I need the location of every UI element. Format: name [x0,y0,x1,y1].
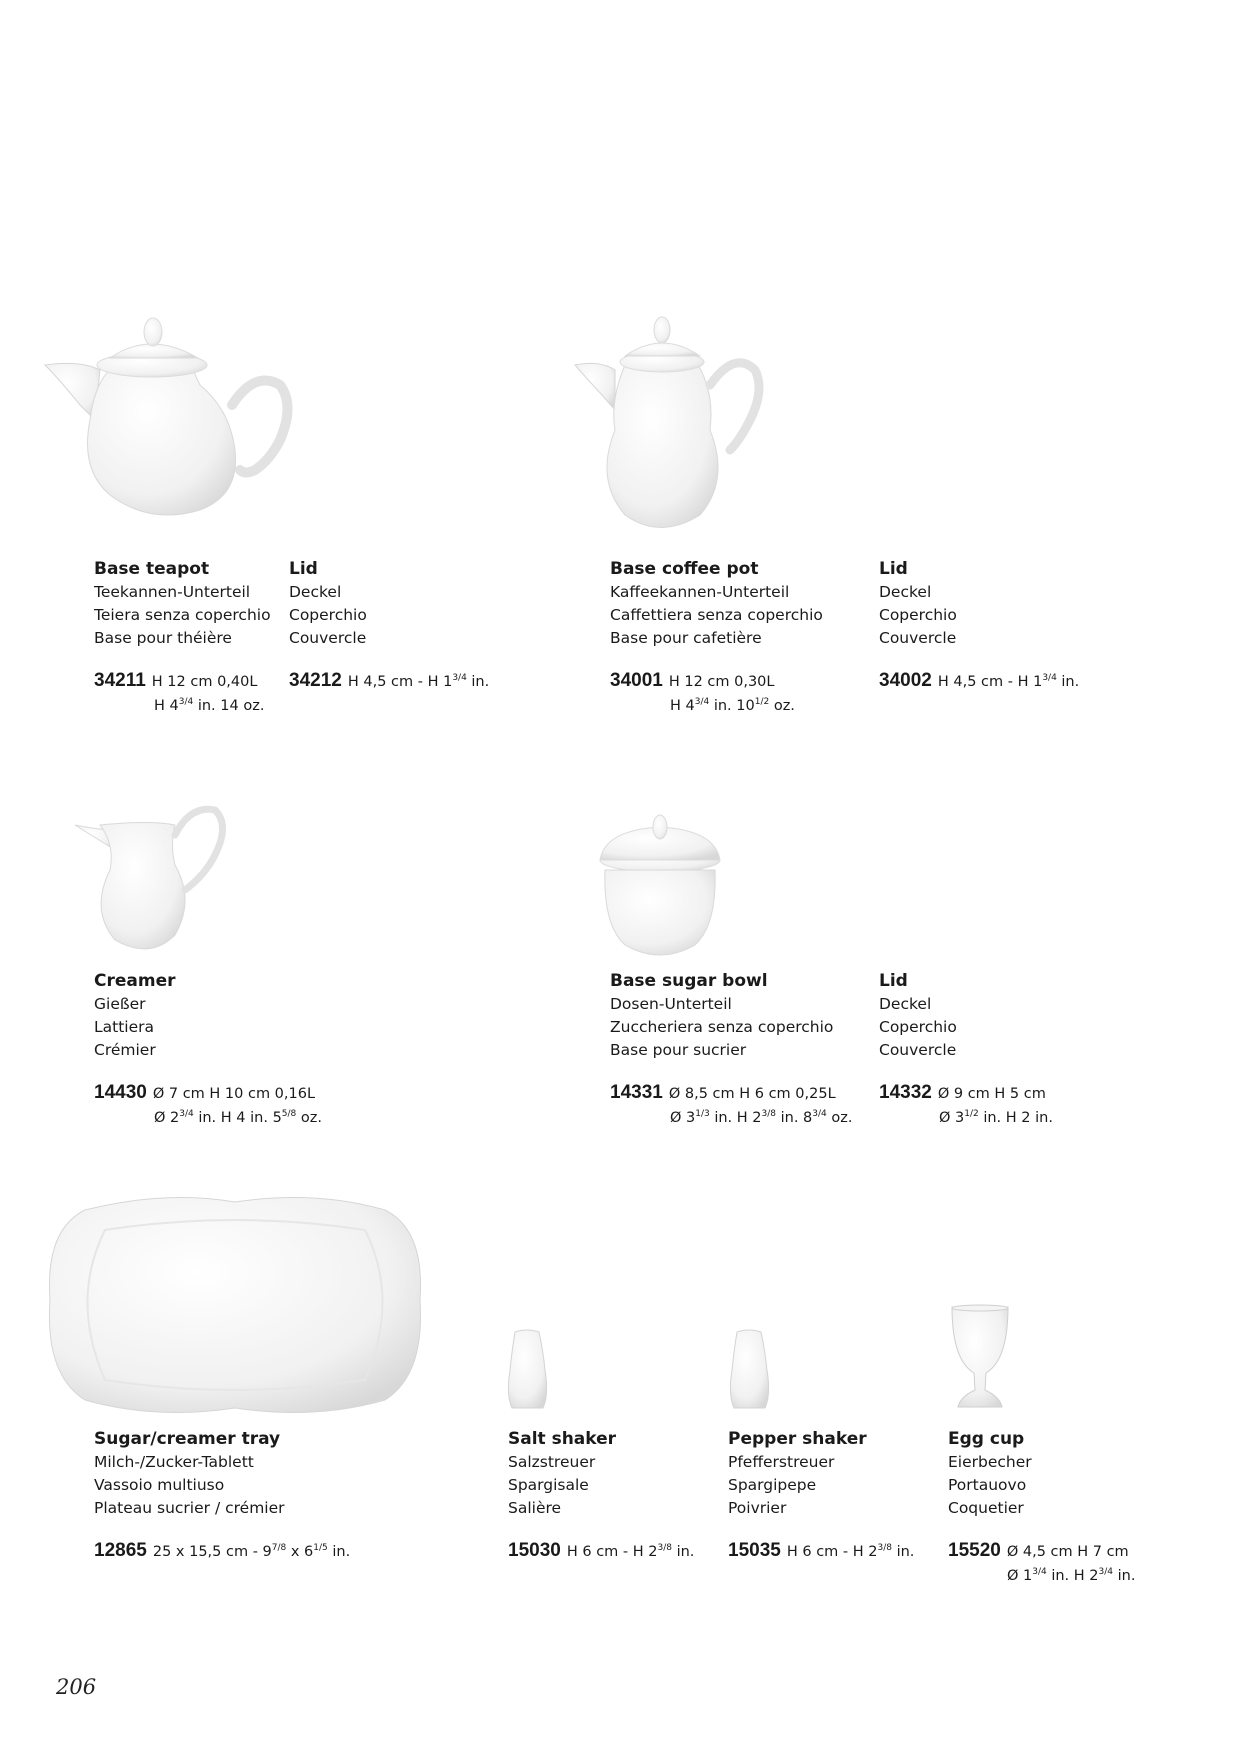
translation-de: Salzstreuer [508,1453,596,1471]
product-name: Pepper shaker [728,1429,867,1449]
article-number: 34001 [610,670,663,691]
article-number: 14430 [94,1082,147,1103]
product-name: Lid [879,971,908,991]
translation-fr: Poivrier [728,1499,787,1517]
product-name: Egg cup [948,1429,1025,1449]
translation-it: Coperchio [879,606,957,624]
product-name: Base coffee pot [610,559,759,579]
translation-it: Vassoio multiuso [94,1476,225,1494]
product-name: Lid [289,559,318,579]
spec-creamer [94,1082,315,1104]
spec-imperial: Ø $2^{3/4}$ in. H 4 in. $5^{5/8}$ oz. [154,1109,322,1126]
spec-egg-cup [948,1540,1129,1562]
translation-it: Coperchio [289,606,367,624]
translation-it: Portauovo [948,1476,1027,1494]
product-base-sugar-bowl [610,970,833,1062]
translation-de: Deckel [879,995,932,1013]
translation-fr: Plateau sucrier / crémier [94,1499,285,1517]
salt-shaker-image [505,1330,550,1410]
product-name: Sugar/creamer tray [94,1429,281,1449]
translation-it: Caffettiera senza coperchio [610,606,823,624]
translation-it: Spargisale [508,1476,589,1494]
translation-fr: Couvercle [289,629,367,647]
spec-sugar-creamer-tray: 12865 25 x 15,5 cm - $9^{7/8}$ x $6^{1/5}$ in. [94,1540,351,1561]
page-number: 206 [56,1675,97,1699]
spec-coffee-pot-lid: 34002 H 4,5 cm - H $1^{3/4}$ in. [879,670,1080,691]
translation-it: Lattiera [94,1018,155,1036]
translation-de: Milch-/Zucker-Tablett [94,1453,254,1471]
translation-it: Coperchio [879,1018,957,1036]
product-creamer [94,970,176,1062]
spec-sugar-bowl-lid [879,1082,1046,1104]
spec-salt-shaker: 15030 H 6 cm - H $2^{3/8}$ in. [508,1540,695,1561]
product-name: Creamer [94,971,176,991]
translation-fr: Base pour cafetière [610,629,762,647]
product-base-teapot [94,558,271,650]
product-name: Salt shaker [508,1429,617,1449]
translation-fr: Salière [508,1499,562,1517]
spec-imperial: Ø $1^{3/4}$ in. H $2^{3/4}$ in. [1007,1567,1136,1584]
product-base-coffee-pot [610,558,823,650]
product-name: Base sugar bowl [610,971,768,991]
product-name: Base teapot [94,559,210,579]
spec-metric: H 12 cm 0,40L [151,674,258,690]
product-pepper-shaker [728,1428,867,1520]
tray-image [45,1190,425,1420]
translation-fr: Coquetier [948,1499,1024,1517]
spec-metric: Ø 7 cm H 10 cm 0,16L [152,1086,316,1102]
article-number: 14332 [879,1082,932,1103]
sugar-bowl-image [595,815,725,965]
article-number: 12865 [94,1540,147,1561]
pepper-shaker-image [727,1330,772,1410]
translation-fr: Couvercle [879,1041,957,1059]
product-sugar-bowl-lid [879,970,957,1062]
spec-metric: Ø 9 cm H 5 cm [937,1086,1046,1102]
spec-teapot-lid: 34212 H 4,5 cm - H $1^{3/4}$ in. [289,670,490,691]
translation-de: Pfefferstreuer [728,1453,835,1471]
spec-base-coffee-pot [610,670,775,692]
article-number: 14331 [610,1082,663,1103]
translation-de: Gießer [94,995,146,1013]
spec-base-teapot [94,670,257,692]
translation-de: Deckel [879,583,932,601]
spec-imperial: Ø $3^{1/2}$ in. H 2 in. [939,1109,1053,1126]
article-number: 15030 [508,1540,561,1561]
spec-imperial: H $4^{3/4}$ in. 14 oz. [154,697,265,714]
creamer-image [70,800,240,960]
spec-imperial: Ø $3^{1/3}$ in. H $2^{3/8}$ in. $8^{3/4}$ oz. [670,1109,853,1126]
translation-de: Dosen-Unterteil [610,995,732,1013]
translation-de: Teekannen-Unterteil [94,583,251,601]
teapot-image [40,310,290,540]
article-number: 15520 [948,1540,1001,1561]
translation-fr: Base pour sucrier [610,1041,747,1059]
translation-it: Zuccheriera senza coperchio [610,1018,834,1036]
translation-de: Eierbecher [948,1453,1032,1471]
spec-pepper-shaker: 15035 H 6 cm - H $2^{3/8}$ in. [728,1540,915,1561]
product-sugar-creamer-tray [94,1428,285,1520]
spec-imperial: H $4^{3/4}$ in. $10^{1/2}$ oz. [670,697,795,714]
coffee-pot-image [570,310,780,550]
egg-cup-image [950,1305,1010,1410]
article-number: 34002 [879,670,932,691]
article-number: 34211 [94,670,146,691]
translation-fr: Crémier [94,1041,156,1059]
translation-fr: Couvercle [879,629,957,647]
translation-fr: Base pour théière [94,629,232,647]
product-name: Lid [879,559,908,579]
spec-metric: Ø 4,5 cm H 7 cm [1006,1544,1129,1560]
article-number: 34212 [289,670,342,691]
product-coffee-pot-lid [879,558,957,650]
translation-de: Deckel [289,583,342,601]
translation-it: Spargipepe [728,1476,817,1494]
article-number: 15035 [728,1540,781,1561]
translation-de: Kaffeekannen-Unterteil [610,583,790,601]
product-teapot-lid [289,558,367,650]
spec-base-sugar-bowl [610,1082,836,1104]
spec-metric: Ø 8,5 cm H 6 cm 0,25L [668,1086,836,1102]
product-salt-shaker [508,1428,616,1520]
spec-metric: H 12 cm 0,30L [668,674,775,690]
translation-it: Teiera senza coperchio [94,606,271,624]
product-egg-cup [948,1428,1032,1520]
